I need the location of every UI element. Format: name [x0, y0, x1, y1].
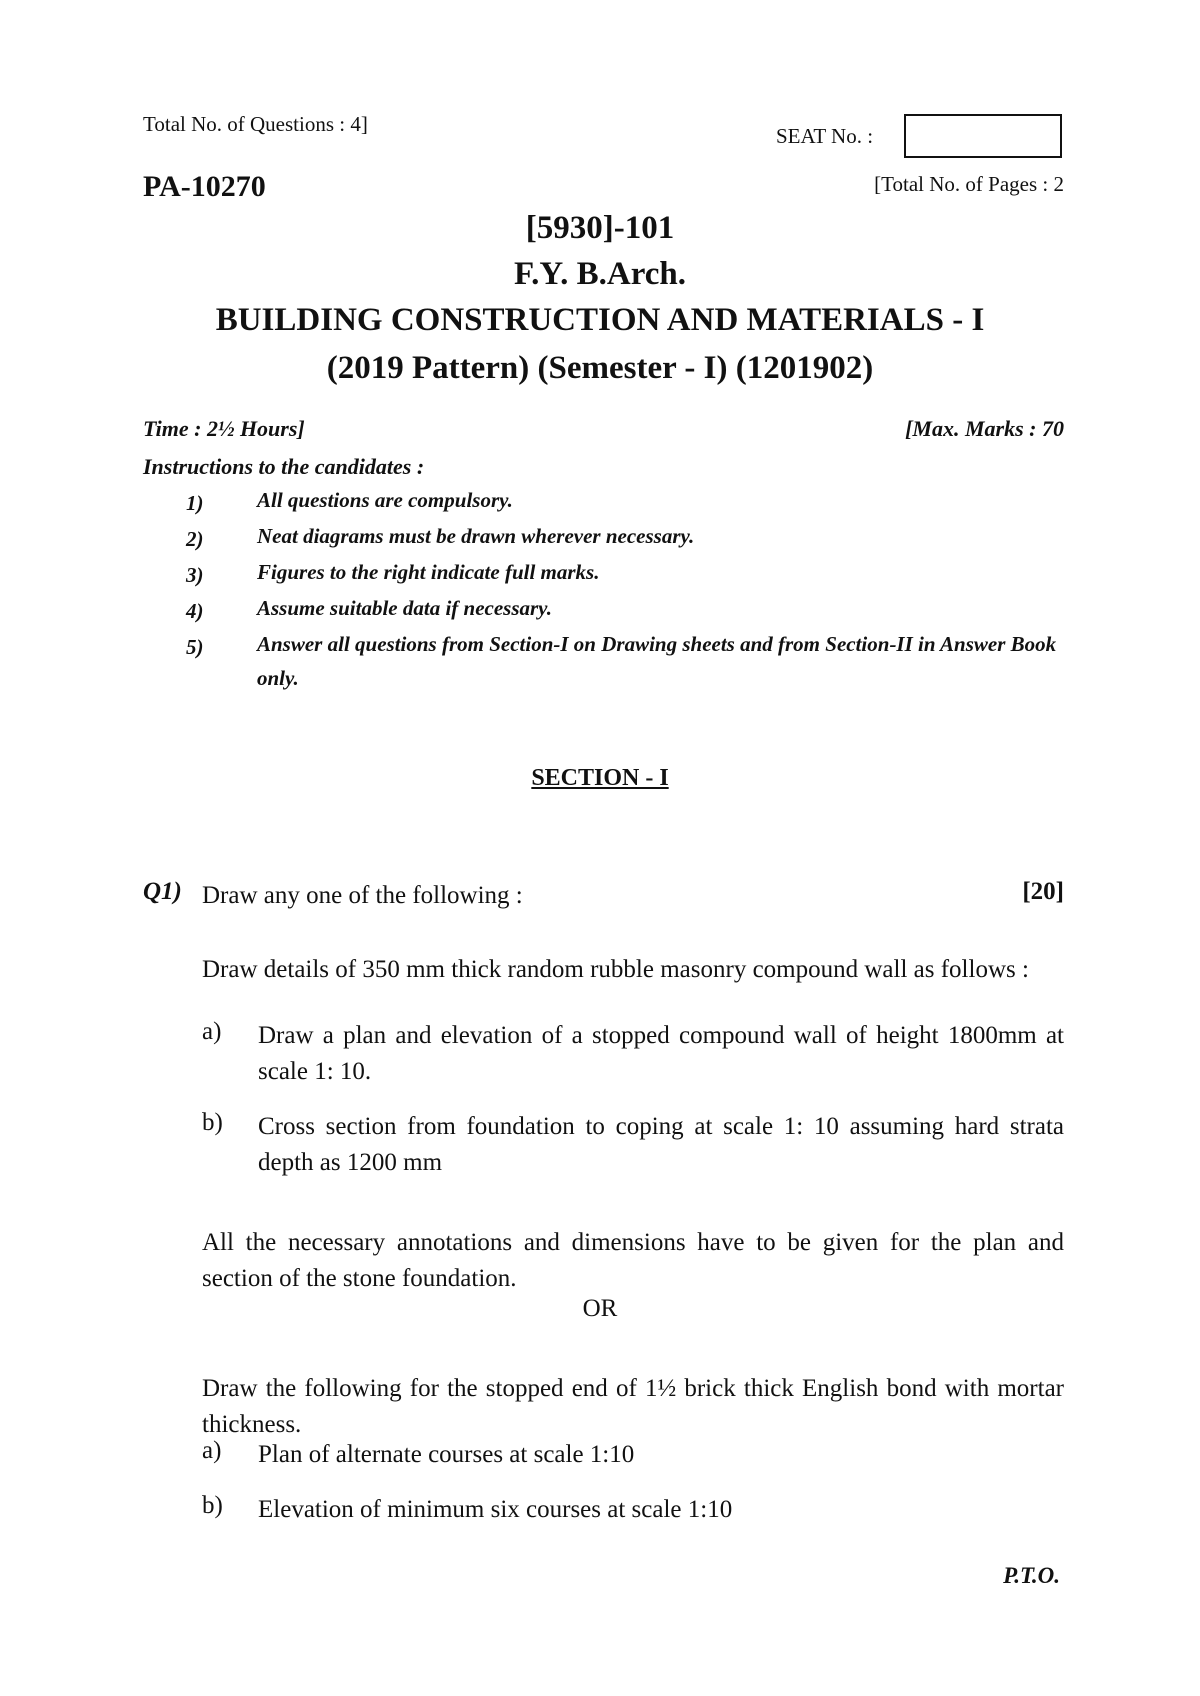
subject-title: BUILDING CONSTRUCTION AND MATERIALS - I — [215, 302, 985, 338]
instruction-number: 2) — [186, 527, 204, 551]
time-label: Time : 2½ Hours] — [143, 416, 305, 441]
instruction-number: 1) — [186, 491, 204, 515]
option1-note: All the necessary annotations and dimensions have to be given for the plan and section of the stone foundation. — [202, 1229, 1064, 1292]
list-item: Elevation of minimum six courses at scale 1:10 — [258, 1496, 733, 1523]
instruction-number: 4) — [186, 599, 204, 623]
option2-intro: Draw the following for the stopped end of 1½ brick thick English bond with mortar thickness. — [202, 1375, 1064, 1438]
list-item-label: b) — [202, 1492, 223, 1519]
pattern-title: (2019 Pattern) (Semester - I) (1201902) — [326, 350, 874, 386]
list-item: Plan of alternate courses at scale 1:10 — [258, 1441, 635, 1468]
question-prompt: Draw any one of the following : — [202, 882, 523, 909]
course-title: F.Y. B.Arch. — [513, 256, 687, 292]
instruction-number: 5) — [186, 635, 204, 659]
list-item-label: a) — [202, 1437, 222, 1464]
total-pages: [Total No. of Pages : 2 — [874, 172, 1064, 196]
list-item-label: b) — [202, 1109, 223, 1136]
instruction-text: Figures to the right indicate full marks. — [257, 560, 600, 584]
section-title: SECTION - I — [531, 765, 669, 791]
instruction-text: All questions are compulsory. — [257, 488, 513, 512]
max-marks: [Max. Marks : 70 — [905, 416, 1064, 441]
seat-no-label: SEAT No. : — [776, 124, 874, 148]
list-item-label: a) — [202, 1018, 222, 1045]
option1-intro: Draw details of 350 mm thick random rubble masonry compound wall as follows : — [202, 956, 1029, 983]
instruction-number: 3) — [186, 563, 204, 587]
instruction-text: Answer all questions from Section-I on Drawing sheets and from Section-II in Answer Book only. — [257, 632, 1057, 690]
pto-label: P.T.O. — [1003, 1563, 1060, 1588]
question-number: Q1) — [143, 878, 182, 905]
paper-code: PA-10270 — [143, 170, 266, 203]
or-separator: OR — [582, 1295, 618, 1322]
question-marks: [20] — [1022, 878, 1064, 905]
list-item: Draw a plan and elevation of a stopped compound wall of height 1800mm at scale 1: 10. — [258, 1022, 1064, 1085]
seat-no-box[interactable] — [904, 114, 1062, 158]
exam-code: [5930]-101 — [525, 210, 675, 246]
instruction-text: Assume suitable data if necessary. — [257, 596, 552, 620]
list-item: Cross section from foundation to coping at scale 1: 10 assuming hard strata depth as 1200 mm — [258, 1113, 1064, 1176]
instructions-heading: Instructions to the candidates : — [143, 454, 425, 479]
total-questions: Total No. of Questions : 4] — [143, 112, 368, 136]
instruction-text: Neat diagrams must be drawn wherever necessary. — [257, 524, 695, 548]
